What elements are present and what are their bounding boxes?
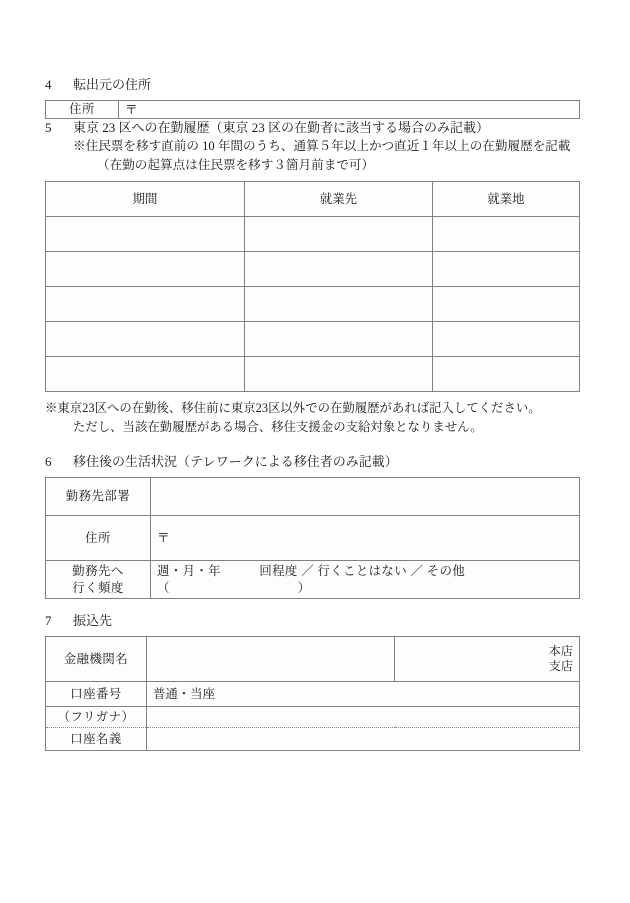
section-6-post-relocation-living [45, 453, 580, 599]
section-7-bank-table [45, 636, 580, 751]
table-row [46, 287, 580, 322]
cell-period[interactable] [46, 322, 245, 357]
cell-period[interactable] [46, 287, 245, 322]
postal-code-mark-icon: 〒 [125, 102, 138, 117]
section-4-address-table [45, 100, 580, 119]
section-7-heading [45, 612, 580, 630]
workplace-department-input[interactable] [151, 478, 580, 516]
table-row [46, 516, 580, 561]
table-row [46, 252, 580, 287]
workplace-department-label: 勤務先部署 [46, 478, 151, 516]
cell-employer[interactable] [245, 287, 433, 322]
account-type-options[interactable]: 普通・当座 [147, 682, 580, 707]
column-header-employer: 就業先 [245, 182, 433, 217]
branch-head-office-label: 本店 [548, 644, 573, 658]
account-number-label: 口座番号 [46, 682, 147, 707]
section-5-title: 東京 23 区への在勤履歴（東京 23 区の在勤者に該当する場合のみ記載） [73, 120, 490, 135]
postal-code-mark-icon: 〒 [157, 531, 170, 545]
section-5-work-history-table [45, 181, 580, 392]
cell-employer[interactable] [245, 217, 433, 252]
cell-employer[interactable] [245, 252, 433, 287]
cell-employer[interactable] [245, 357, 433, 392]
account-holder-input[interactable] [147, 728, 580, 751]
spacer [45, 437, 580, 453]
section-6-living-table [45, 477, 580, 599]
section-7-bank-transfer [45, 612, 580, 751]
section-6-title: 移住後の生活状況（テレワークによる移住者のみ記載） [73, 454, 398, 469]
furigana-label: （フリガナ） [46, 707, 147, 728]
cell-period[interactable] [46, 252, 245, 287]
address-label-cell: 住所 [46, 101, 119, 119]
section-7-number: 7 [45, 613, 52, 628]
workplace-address-label: 住所 [46, 516, 151, 561]
commute-frequency-options[interactable]: 週・月・年 回程度 ／ 行くことはない ／ その他（ ） [151, 561, 580, 599]
cell-work-location[interactable] [433, 217, 580, 252]
bank-name-label: 金融機関名 [46, 637, 147, 682]
section-5-footnote-1: ※東京23区への在勤後、移住前に東京23区以外での在勤履歴があれば記入してください。 [45, 401, 541, 415]
table-row [46, 707, 580, 728]
commute-frequency-label-line-1: 勤務先へ [72, 563, 124, 578]
furigana-input[interactable] [147, 707, 580, 728]
table-row [46, 322, 580, 357]
section-4-title: 転出元の住所 [73, 77, 152, 92]
commute-frequency-label-line-2: 行く頻度 [72, 580, 124, 595]
account-holder-label: 口座名義 [46, 728, 147, 751]
table-row [46, 728, 580, 751]
table-row [46, 637, 580, 682]
spacer [45, 599, 580, 612]
section-5-note-2: （在勤の起算点は住民票を移す３箇月前まで可） [97, 158, 375, 172]
cell-work-location[interactable] [433, 357, 580, 392]
spacer [45, 392, 580, 399]
table-row [46, 478, 580, 516]
column-header-period: 期間 [46, 182, 245, 217]
section-5-footnote-2: ただし、当該在勤履歴がある場合、移住支援金の支給対象となりません。 [73, 420, 483, 434]
bank-name-input[interactable] [147, 637, 395, 682]
section-4-transfer-origin-address [45, 76, 580, 119]
section-4-number: 4 [45, 77, 52, 92]
cell-employer[interactable] [245, 322, 433, 357]
section-5-number: 5 [45, 120, 52, 135]
cell-work-location[interactable] [433, 287, 580, 322]
section-5-heading [45, 119, 580, 137]
section-6-number: 6 [45, 454, 52, 469]
commute-frequency-label [46, 561, 151, 599]
table-row [46, 101, 580, 119]
table-row [46, 682, 580, 707]
branch-type-cell[interactable] [395, 637, 580, 682]
section-5-note-1: ※住民票を移す直前の 10 年間のうち、通算５年以上かつ直近１年以上の在勤履歴を記載 [73, 139, 571, 153]
section-4-heading [45, 76, 580, 94]
section-5-tokyo23-work-history [45, 119, 580, 437]
table-row [46, 561, 580, 599]
cell-work-location[interactable] [433, 322, 580, 357]
workplace-address-input[interactable] [151, 516, 580, 561]
branch-office-label: 支店 [548, 659, 573, 673]
table-row [46, 357, 580, 392]
table-header-row [46, 182, 580, 217]
cell-period[interactable] [46, 217, 245, 252]
address-input-cell[interactable] [119, 101, 580, 119]
section-6-heading [45, 453, 580, 471]
cell-work-location[interactable] [433, 252, 580, 287]
form-content [45, 76, 580, 751]
column-header-work-location: 就業地 [433, 182, 580, 217]
section-7-title: 振込先 [73, 613, 113, 628]
table-row [46, 217, 580, 252]
cell-period[interactable] [46, 357, 245, 392]
